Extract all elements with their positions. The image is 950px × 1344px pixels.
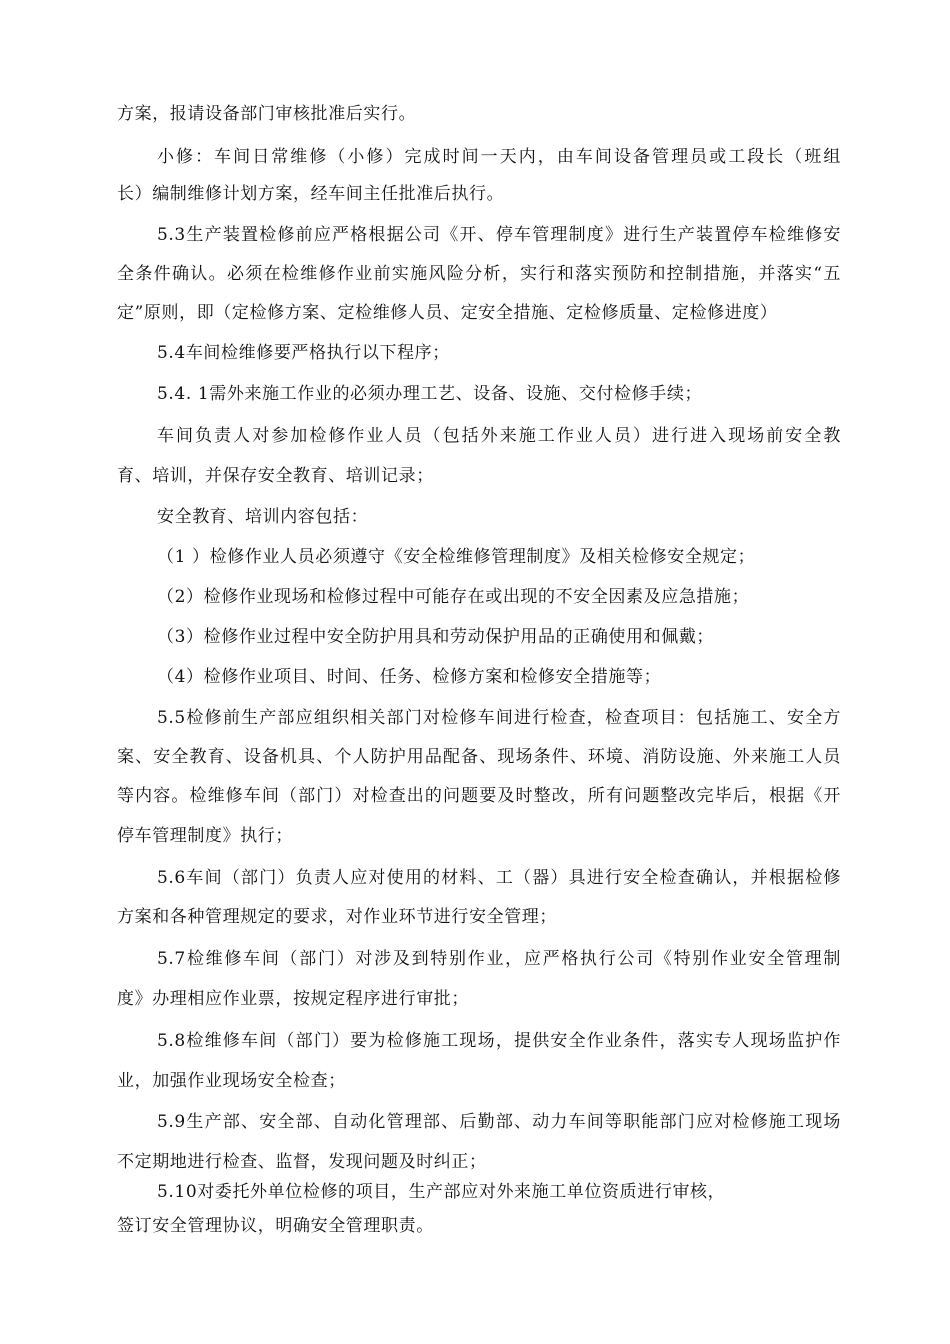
text-line: （1 ）检修作业人员必须遵守《安全检维修管理制度》及相关检修安全规定； (157, 547, 756, 567)
text-line: 不定期地进行检查、监督，发现问题及时纠正； (117, 1152, 487, 1172)
text-line: 停车管理制度》执行； (117, 826, 293, 846)
text-line: 5.8检维修车间（部门）要为检修施工现场，提供安全作业条件，落实专人现场监护作 (157, 1031, 841, 1051)
text-line: 5.4. 1需外来施工作业的必须办理工艺、设备、设施、交付检修手续； (157, 384, 703, 404)
text-line: 安全教育、培训内容包括： (157, 507, 369, 527)
text-line: 长）编制维修计划方案，经车间主任批准后执行。 (117, 184, 505, 204)
text-line: 方案和各种管理规定的要求，对作业环节进行安全管理； (117, 907, 557, 927)
text-line: 5.7检维修车间（部门）对涉及到特别作业，应严格执行公司《特别作业安全管理制 (157, 949, 841, 969)
text-line: 5.10对委托外单位检修的项目，生产部应对外来施工单位资质进行审核， (157, 1182, 726, 1202)
text-line: 方案，报请设备部门审核批准后实行。 (117, 104, 417, 124)
text-line: 全条件确认。必须在检维修作业前实施风险分析，实行和落实预防和控制措施，并落实“五 (117, 264, 841, 284)
text-line: 案、安全教育、设备机具、个人防护用品配备、现场条件、环境、消防设施、外来施工人员 (117, 747, 841, 767)
text-line: 定”原则，即（定检修方案、定检维修人员、定安全措施、定检修质量、定检修进度） (117, 303, 778, 323)
text-line: 业，加强作业现场安全检查； (117, 1071, 346, 1091)
text-line: 签订安全管理协议，明确安全管理职责。 (117, 1216, 434, 1236)
text-line: 等内容。检维修车间（部门）对检查出的问题要及时整改，所有问题整改完毕后，根据《开 (117, 786, 841, 806)
text-line: 小修：车间日常维修（小修）完成时间一天内，由车间设备管理员或工段长（班组 (157, 147, 841, 167)
text-line: 5.9生产部、安全部、自动化管理部、后勤部、动力车间等职能部门应对检修施工现场 (157, 1112, 841, 1132)
text-line: （4）检修作业项目、时间、任务、检修方案和检修安全措施等； (157, 667, 662, 687)
text-line: （3）检修作业过程中安全防护用具和劳动保护用品的正确使用和佩戴； (157, 627, 715, 647)
text-line: 育、培训，并保存安全教育、培训记录； (117, 466, 434, 486)
text-line: 5.5检修前生产部应组织相关部门对检修车间进行检查，检查项目：包括施工、安全方 (157, 708, 841, 728)
text-line: 车间负责人对参加检修作业人员（包括外来施工作业人员）进行进入现场前安全教 (157, 426, 841, 446)
text-line: （2）检修作业现场和检修过程中可能存在或出现的不安全因素及应急措施； (157, 587, 750, 607)
text-line: 5.4车间检维修要严格执行以下程序； (157, 343, 450, 363)
text-line: 5.6车间（部门）负责人应对使用的材料、工（器）具进行安全检查确认，并根据检修 (157, 868, 841, 888)
text-line: 度》办理相应作业票，按规定程序进行审批； (117, 989, 469, 1009)
text-line: 5.3生产装置检修前应严格根据公司《开、停车管理制度》进行生产装置停车检维修安 (157, 225, 841, 245)
